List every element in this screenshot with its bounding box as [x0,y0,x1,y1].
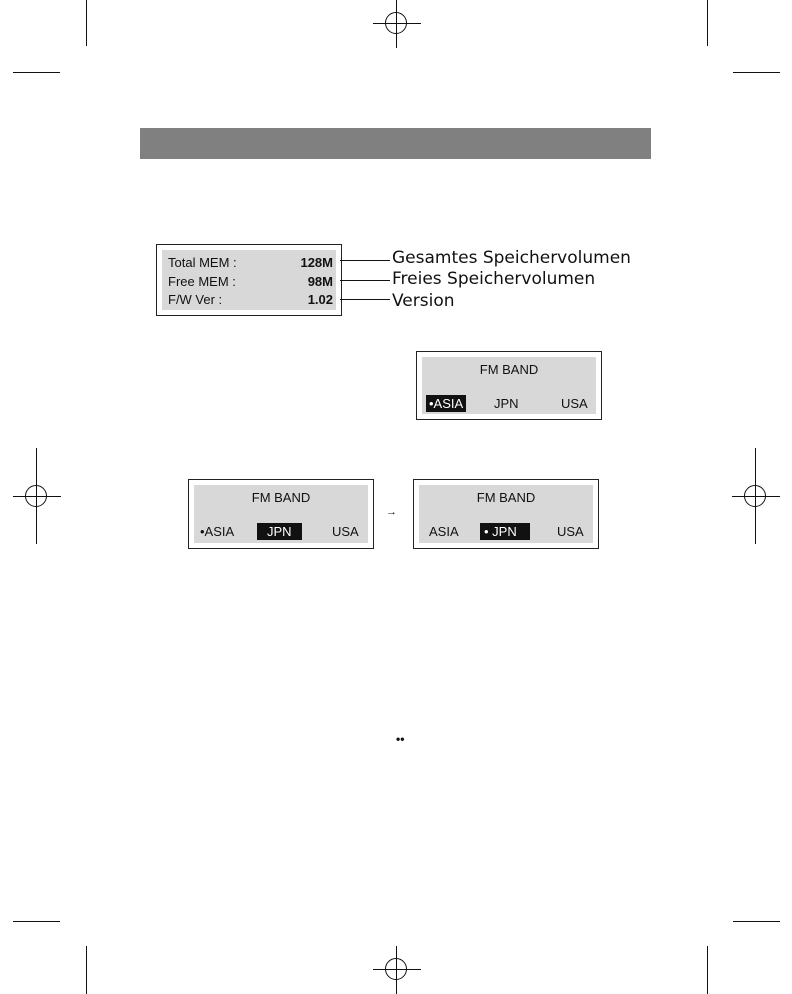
fm-band-title: FM BAND [251,490,311,505]
registration-mark-bottom [373,946,421,994]
callout-line-free [340,280,390,281]
callout-version: Version [392,291,455,311]
crop-mark-tl-v [86,0,87,46]
fm-band-title: FM BAND [479,362,539,377]
fw-ver-value: 1.02 [307,292,333,307]
free-mem-label: Free MEM : [168,274,236,289]
fm-band-option-asia[interactable]: •ASIA [200,524,235,539]
crop-mark-tl-h [13,72,60,73]
callout-free-memory: Freies Speichervolumen [392,269,596,289]
fm-band-option-asia[interactable]: ASIA [429,524,459,539]
callout-line-total [340,260,390,261]
fm-band-screen-top [416,351,602,420]
fm-band-option-jpn[interactable]: • JPN [480,523,530,540]
fm-band-option-jpn[interactable]: JPN [494,396,519,411]
fm-band-screen-before [188,479,374,549]
section-header-bar [140,128,651,159]
callout-line-version [340,299,390,300]
fm-band-option-usa[interactable]: USA [332,524,359,539]
fm-band-option-asia[interactable]: •ASIA [426,395,466,412]
registration-mark-left [13,472,61,520]
page-number: •• [396,732,405,746]
fm-band-title: FM BAND [476,490,536,505]
transition-arrow-icon: → [386,506,397,518]
registration-mark-right [732,472,780,520]
registration-mark-top [373,0,421,48]
total-mem-value: 128M [300,255,333,270]
callout-total-memory: Gesamtes Speichervolumen [392,248,631,268]
fm-band-screen-after [413,479,599,549]
crop-mark-br-v [707,946,708,994]
memory-info-screen [156,244,342,316]
crop-mark-br-h [733,921,780,922]
total-mem-label: Total MEM : [168,255,237,270]
fm-band-option-usa[interactable]: USA [561,396,588,411]
fm-band-option-usa[interactable]: USA [557,524,584,539]
crop-mark-bl-h [13,921,60,922]
crop-mark-tr-v [707,0,708,46]
free-mem-value: 98M [307,274,333,289]
crop-mark-bl-v [86,946,87,994]
fm-band-option-jpn[interactable]: JPN [257,523,302,540]
crop-mark-tr-h [733,72,780,73]
fw-ver-label: F/W Ver : [168,292,223,307]
